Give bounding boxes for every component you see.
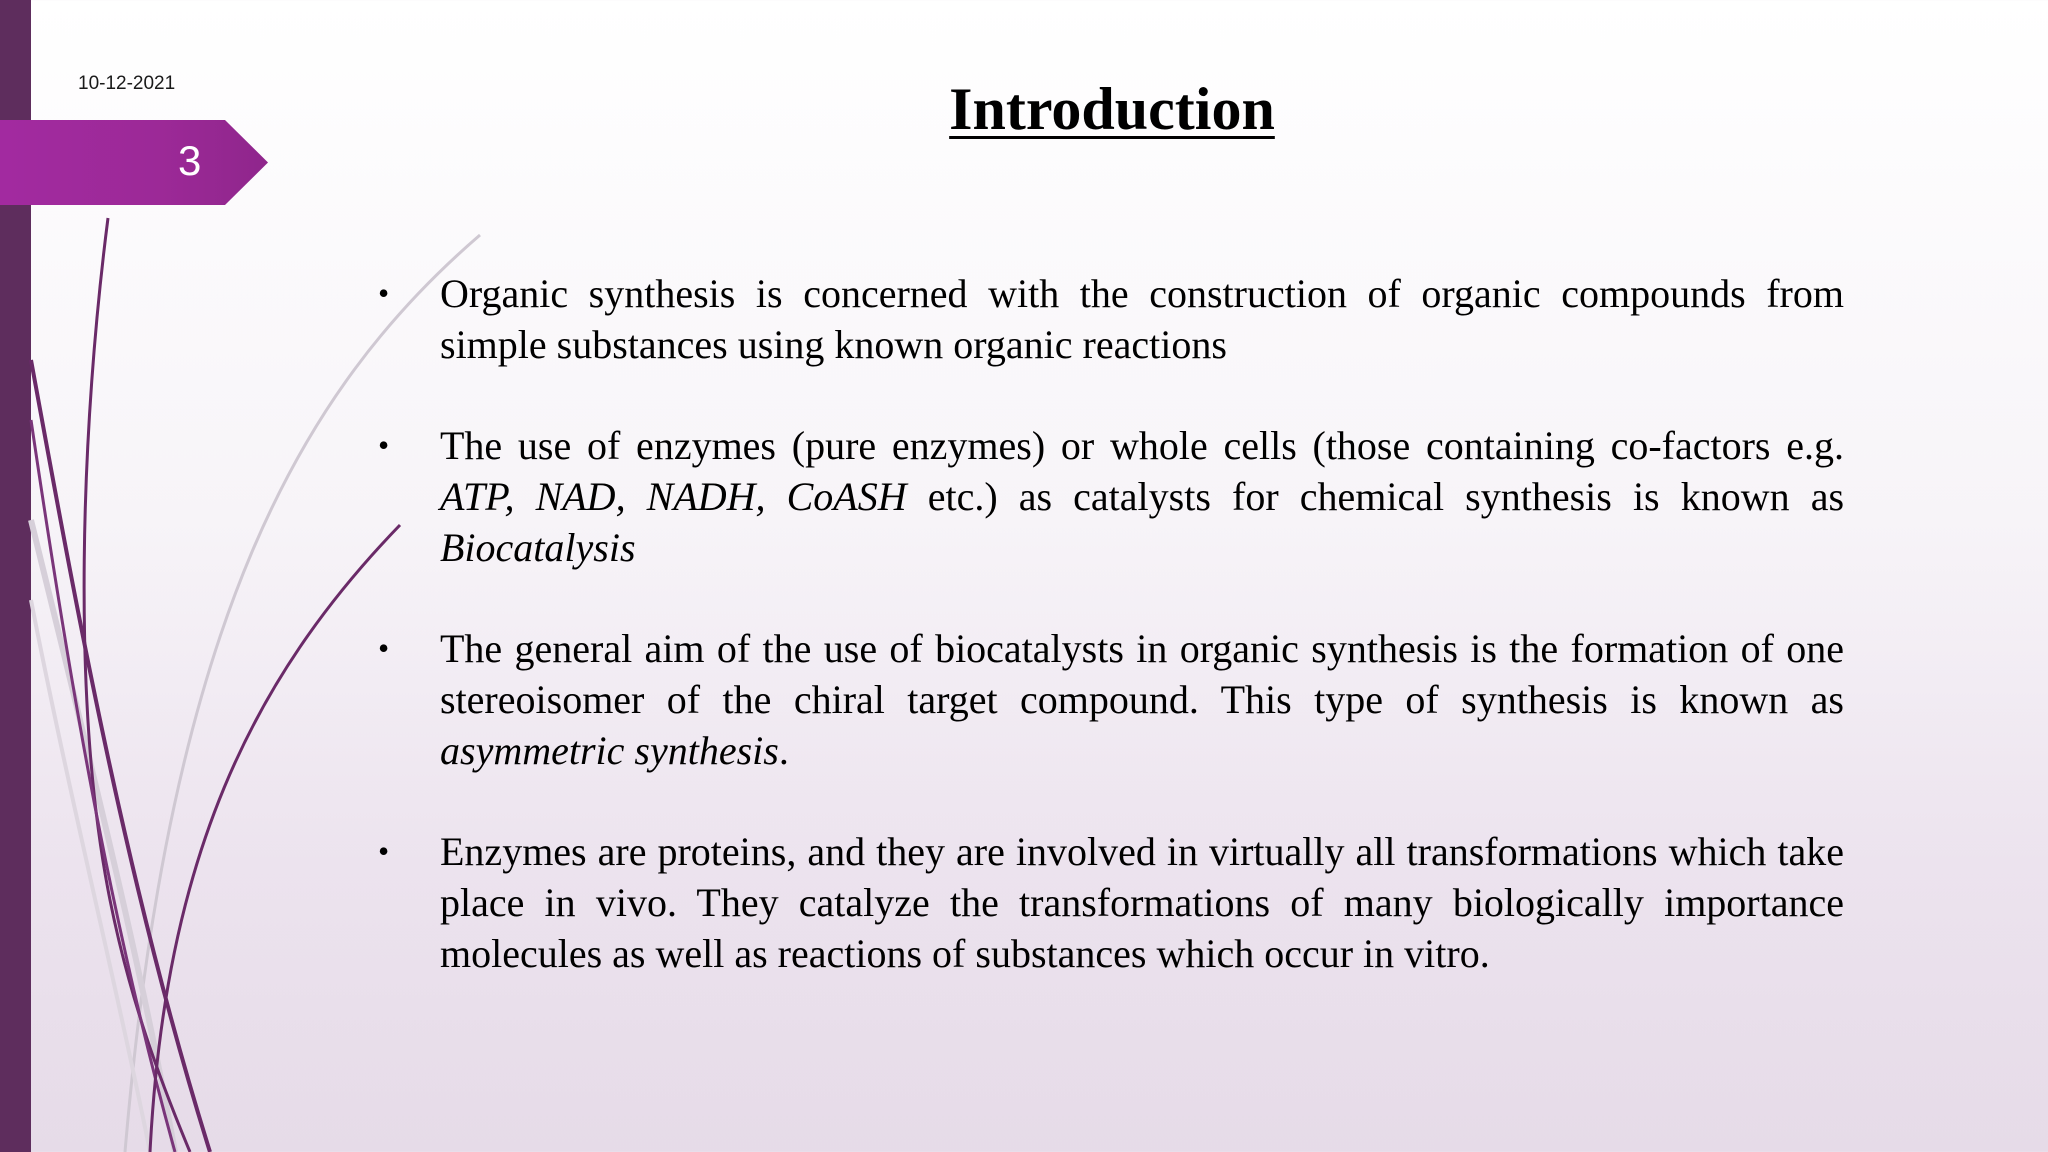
bullet-text: etc.) as catalysts for chemical synthesis is known as [906, 474, 1845, 519]
bullet-list [378, 268, 1844, 1029]
curve-dark-1 [84, 218, 190, 1152]
curve-dark-4 [150, 525, 400, 1152]
bullet-dot-icon: • [378, 630, 390, 666]
bullet-item [378, 268, 1844, 370]
bullet-item [378, 420, 1844, 573]
bullet-text-italic: asymmetric synthesis [440, 728, 779, 773]
bullet-dot-icon: • [378, 275, 390, 311]
curve-light-2 [31, 520, 175, 1152]
bullet-dot-icon: • [378, 833, 390, 869]
curve-dark-3 [31, 420, 175, 1152]
bullet-text: . [778, 728, 789, 773]
slide-title: Introduction [949, 76, 1275, 142]
bullet-text: Organic synthesis is concerned with the construction of organic compounds from simple substances using known organic reactions [440, 271, 1844, 367]
bullet-text: The use of enzymes (pure enzymes) or whole cells (those containing co-factors e.g. [440, 423, 1844, 468]
bullet-text-italic: Biocatalysis [440, 525, 636, 570]
bullet-item [378, 826, 1844, 979]
bullet-dot-icon: • [378, 427, 390, 463]
bullet-text: The general aim of the use of biocatalysts in organic synthesis is the formation of one stereoisomer of the chiral target compound. This type of synthesis is known as [440, 626, 1844, 722]
bullet-text: Enzymes are proteins, and they are involved in virtually all transformations which take place in vivo. They catalyze the transformations of many biologically importance molecules as well as reactions of substances which occur in vitro. [440, 829, 1844, 976]
curve-dark-2 [31, 360, 210, 1152]
bullet-item [378, 623, 1844, 776]
slide-date: 10-12-2021 [78, 73, 176, 94]
bullet-text-italic: ATP, NAD, NADH, CoASH [440, 474, 907, 519]
page-number: 3 [178, 137, 202, 184]
curve-light-3 [31, 600, 150, 1152]
